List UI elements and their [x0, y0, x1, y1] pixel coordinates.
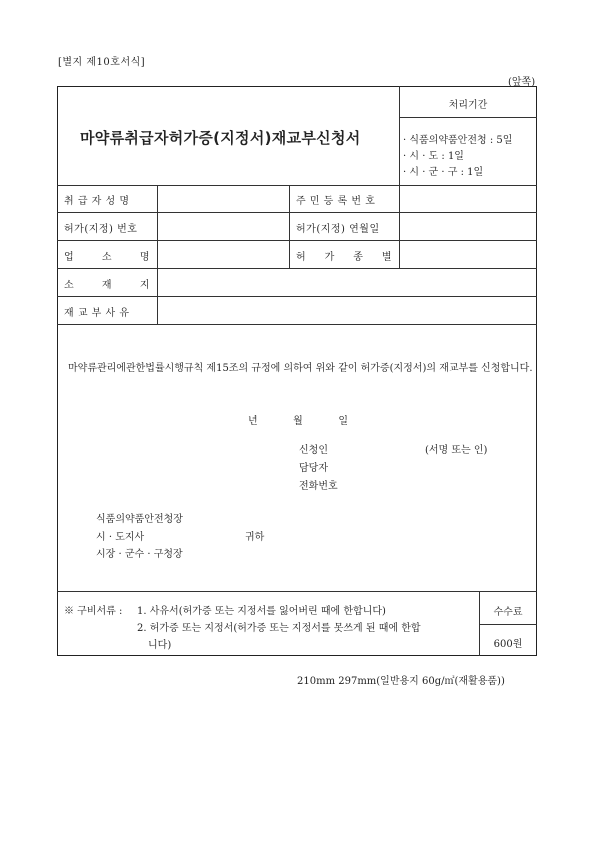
date-day: 일: [338, 416, 348, 427]
required-document-2-cont: 니다): [148, 640, 172, 651]
label-char: 가: [324, 252, 335, 263]
location-field[interactable]: [158, 269, 536, 296]
location-label: [64, 276, 150, 291]
application-statement: 마약류관리에관한법률시행규칙 제15조의 규정에 의하여 위와 같이 허가증(지정서)의 재교부를 신청합니다.: [68, 363, 533, 374]
label-char: 소: [64, 280, 75, 291]
resident-number-label: 주 민 등 록 번 호: [296, 196, 376, 207]
label-char: 허: [296, 252, 307, 263]
processing-item: · 식품의약품안전청 : 5일: [403, 135, 513, 146]
business-name-field[interactable]: [158, 241, 288, 268]
label-char: 소: [101, 252, 113, 263]
required-documents-heading: ※ 구비서류 :: [64, 606, 123, 617]
handler-name-label: 취 급 자 성 명: [64, 196, 130, 207]
manager-label: 담당자: [299, 463, 328, 474]
date-year: 년: [248, 416, 258, 427]
divider: [479, 624, 537, 625]
recipient-kfda: 식품의약품안전청장: [96, 514, 183, 525]
permit-date-field[interactable]: [400, 213, 536, 240]
handler-name-field[interactable]: [158, 186, 288, 212]
label-char: 별: [381, 252, 392, 263]
processing-period-list: [403, 133, 512, 181]
divider: [289, 185, 290, 268]
honorific: 귀하: [245, 532, 265, 543]
page-side-label: (앞쪽): [508, 77, 536, 88]
label-char: 재: [101, 280, 113, 291]
paper-spec: 210mm 297mm(일반용지 60g/㎡(재활용품)): [297, 676, 505, 687]
label-char: 종: [353, 252, 364, 263]
business-name-label: [64, 248, 150, 263]
form-number-label: [별지 제10호서식]: [58, 57, 146, 68]
phone-label: 전화번호: [299, 481, 338, 492]
recipient-governor: 시 · 도지사: [96, 532, 145, 543]
signature-note: (서명 또는 인): [425, 445, 488, 456]
required-document-1: 1. 사유서(허가증 또는 지정서를 잃어버린 때에 한합니다): [137, 606, 386, 617]
processing-period-heading: 처리기간: [448, 100, 488, 111]
processing-item: · 시 · 군 · 구 : 1일: [403, 167, 484, 178]
permit-type-label: [296, 248, 392, 263]
divider: [399, 117, 537, 118]
divider: [57, 591, 537, 592]
processing-item: · 시 · 도 : 1일: [403, 151, 464, 162]
permit-type-field[interactable]: [400, 241, 536, 268]
date-month: 월: [293, 416, 303, 427]
date-line: [248, 412, 348, 427]
reissue-reason-label: 재 교 부 사 유: [64, 308, 130, 319]
form-title: 마약류취급자허가증(지정서)재교부신청서: [80, 129, 361, 147]
permit-number-field[interactable]: [158, 213, 288, 240]
applicant-label: 신청인: [299, 445, 328, 456]
reissue-reason-field[interactable]: [158, 297, 536, 324]
fee-label: 수수료: [493, 607, 523, 618]
recipient-mayor: 시장 · 군수 · 구청장: [96, 549, 183, 560]
fee-amount: 600원: [493, 639, 523, 650]
permit-number-label: 허가(지정) 번호: [64, 224, 138, 235]
resident-number-field[interactable]: [400, 186, 536, 212]
label-char: 지: [139, 280, 150, 291]
permit-date-label: 허가(지정) 연월일: [296, 224, 380, 235]
required-document-2: 2. 허가증 또는 지정서(허가증 또는 지정서를 못쓰게 된 때에 한합: [137, 623, 421, 634]
label-char: 명: [139, 252, 150, 263]
divider: [57, 324, 537, 325]
label-char: 업: [64, 252, 75, 263]
